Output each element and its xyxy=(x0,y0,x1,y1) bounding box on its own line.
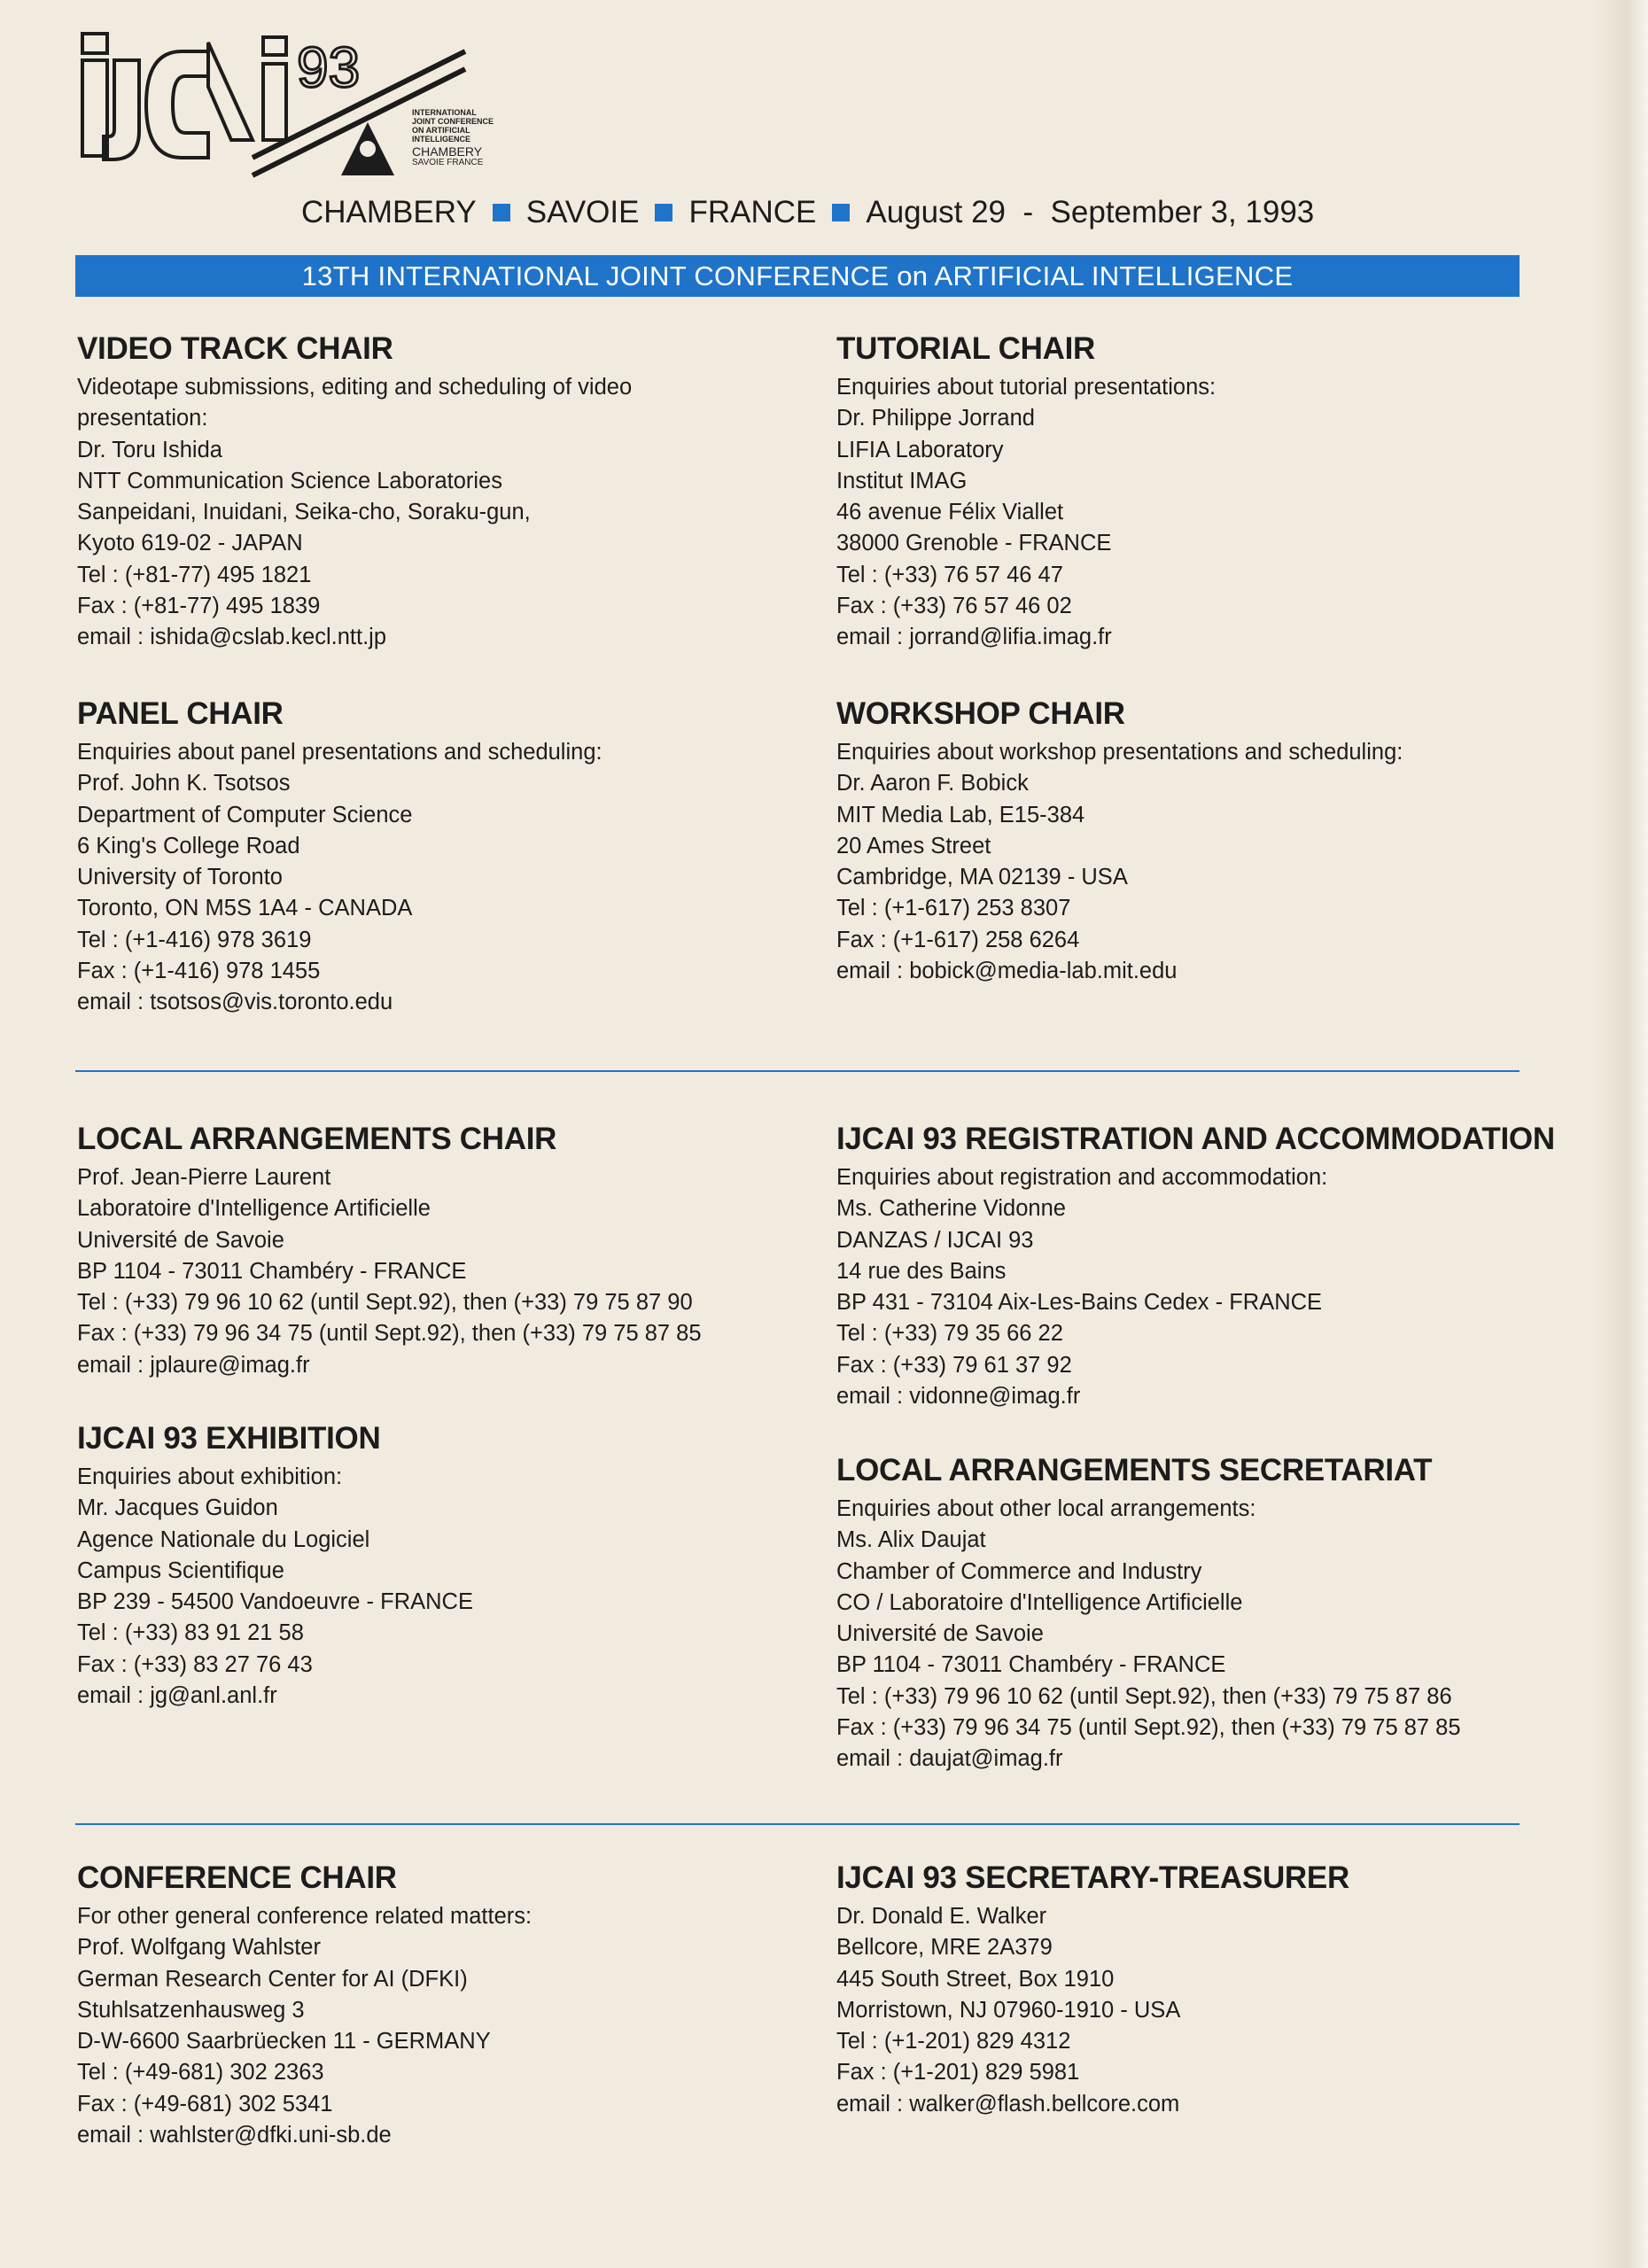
contact-line: Bellcore, MRE 2A379 xyxy=(836,1935,1053,1961)
logo-city xyxy=(412,145,483,168)
section-heading: TUTORIAL CHAIR xyxy=(836,331,1096,366)
email-address[interactable]: email : jg@anl.anl.fr xyxy=(77,1683,277,1709)
email-address[interactable]: email : bobick@media-lab.mit.edu xyxy=(836,959,1178,984)
contact-line: CO / Laboratoire d'Intelligence Artificielle xyxy=(836,1589,1243,1615)
section-heading: LOCAL ARRANGEMENTS SECRETARIAT xyxy=(836,1453,1433,1487)
square-bullet-icon xyxy=(655,204,672,221)
contact-line: Dr. Toru Ishida xyxy=(77,437,222,462)
contact-line: 38000 Grenoble - FRANCE xyxy=(836,531,1112,556)
fax: Fax : (+1-617) 258 6264 xyxy=(836,927,1080,952)
contact-line: Stuhlsatzenhausweg 3 xyxy=(77,1997,305,2023)
contact-line: Enquiries about other local arrangements: xyxy=(836,1496,1256,1521)
section-secretary-treasurer xyxy=(836,1860,1563,2120)
section-heading: IJCAI 93 REGISTRATION AND ACCOMMODATION xyxy=(836,1122,1555,1156)
divider xyxy=(75,1070,1520,1072)
section-registration xyxy=(836,1122,1563,1412)
square-bullet-icon xyxy=(493,204,510,221)
fax: Fax : (+1-201) 829 5981 xyxy=(836,2060,1080,2085)
contact-line: Chamber of Commerce and Industry xyxy=(836,1558,1202,1584)
contact-line: DANZAS / IJCAI 93 xyxy=(836,1227,1034,1253)
section-heading: IJCAI 93 SECRETARY-TREASURER xyxy=(836,1860,1349,1895)
contact-line: Enquiries about workshop presentations and scheduling: xyxy=(836,740,1403,765)
contact-line: Toronto, ON M5S 1A4 - CANADA xyxy=(77,896,413,921)
svg-text:93: 93 xyxy=(297,35,361,99)
country: FRANCE xyxy=(688,195,817,229)
telephone: Tel : (+81-77) 495 1821 xyxy=(77,562,312,587)
contact-line: D-W-6600 Saarbrüecken 11 - GERMANY xyxy=(77,2029,491,2054)
logo-city-name: CHAMBERY xyxy=(412,144,483,159)
dates: August 29 - September 3, 1993 xyxy=(866,195,1315,229)
contact-line: Enquiries about tutorial presentations: xyxy=(836,375,1217,400)
email-address[interactable]: email : ishida@cslab.kecl.ntt.jp xyxy=(77,625,387,650)
contact-line: Sanpeidani, Inuidani, Seika-cho, Soraku-gun, xyxy=(77,500,531,525)
contact-line: Ms. Alix Daujat xyxy=(836,1527,986,1553)
fax: Fax : (+33) 79 61 37 92 xyxy=(836,1352,1072,1378)
contact-line: Institut IMAG xyxy=(836,468,968,493)
contact-line: Prof. Wolfgang Wahlster xyxy=(77,1935,321,1961)
page-edge xyxy=(1595,0,1648,2268)
email-address[interactable]: email : jplaure@imag.fr xyxy=(77,1352,310,1378)
section-heading: PANEL CHAIR xyxy=(77,696,284,731)
contact-line: NTT Communication Science Laboratories xyxy=(77,468,502,493)
city: CHAMBERY xyxy=(301,195,477,229)
contact-line: BP 239 - 54500 Vandoeuvre - FRANCE xyxy=(77,1589,473,1615)
section-video xyxy=(77,331,804,654)
contact-line: Department of Computer Science xyxy=(77,802,413,827)
region: SAVOIE xyxy=(525,195,640,229)
square-bullet-icon xyxy=(832,204,850,221)
section-heading: CONFERENCE CHAIR xyxy=(77,1860,397,1895)
section-exhibition xyxy=(77,1421,804,1712)
contact-line: Kyoto 619-02 - JAPAN xyxy=(77,531,303,556)
divider xyxy=(75,1823,1520,1825)
fax: Fax : (+81-77) 495 1839 xyxy=(77,594,321,619)
contact-line: Dr. Philippe Jorrand xyxy=(836,406,1035,431)
contact-line: Dr. Donald E. Walker xyxy=(836,1904,1047,1929)
contact-line: Videotape submissions, editing and scheduling of video xyxy=(77,375,633,400)
contact-line: MIT Media Lab, E15-384 xyxy=(836,802,1085,827)
contact-line: LIFIA Laboratory xyxy=(836,437,1004,462)
contact-line: 14 rue des Bains xyxy=(836,1258,1007,1284)
contact-line: Cambridge, MA 02139 - USA xyxy=(836,865,1128,890)
section-panel xyxy=(77,696,804,1019)
telephone: Tel : (+49-681) 302 2363 xyxy=(77,2060,324,2085)
conference-banner: 13TH INTERNATIONAL JOINT CONFERENCE on ARTIFICIAL INTELLIGENCE xyxy=(75,255,1520,297)
fax: Fax : (+33) 76 57 46 02 xyxy=(836,594,1072,619)
contact-line: BP 1104 - 73011 Chambéry - FRANCE xyxy=(836,1652,1226,1678)
contact-line: For other general conference related matters: xyxy=(77,1904,532,1929)
contact-line: Université de Savoie xyxy=(77,1227,284,1253)
contact-line: BP 1104 - 73011 Chambéry - FRANCE xyxy=(77,1258,467,1284)
contact-line: Campus Scientifique xyxy=(77,1557,284,1583)
telephone: Tel : (+1-617) 253 8307 xyxy=(836,896,1071,921)
contact-line: German Research Center for AI (DFKI) xyxy=(77,1966,468,1992)
section-heading: WORKSHOP CHAIR xyxy=(836,696,1125,731)
email-address[interactable]: email : walker@flash.bellcore.com xyxy=(836,2091,1180,2117)
section-heading: LOCAL ARRANGEMENTS CHAIR xyxy=(77,1122,557,1156)
email-address[interactable]: email : jorrand@lifia.imag.fr xyxy=(836,625,1112,650)
contact-line: 20 Ames Street xyxy=(836,833,991,858)
telephone: Tel : (+1-416) 978 3619 xyxy=(77,927,312,952)
email-address[interactable]: email : daujat@imag.fr xyxy=(836,1746,1063,1772)
fax: Fax : (+33) 79 96 34 75 (until Sept.92), then (+33) 79 75 87 85 xyxy=(836,1715,1461,1741)
contact-line: Dr. Aaron F. Bobick xyxy=(836,771,1029,796)
event-location-dates xyxy=(301,195,1314,230)
section-heading: VIDEO TRACK CHAIR xyxy=(77,331,393,366)
logo-subtitle xyxy=(412,108,494,144)
contact-line: BP 431 - 73104 Aix-Les-Bains Cedex - FRANCE xyxy=(836,1290,1323,1316)
section-conference-chair xyxy=(77,1860,804,2151)
contact-line: presentation: xyxy=(77,406,208,431)
logo-subtitle-line: INTELLIGENCE xyxy=(412,135,471,144)
contact-line: Enquiries about exhibition: xyxy=(77,1464,343,1489)
fax: Fax : (+33) 79 96 34 75 (until Sept.92), then (+33) 79 75 87 85 xyxy=(77,1321,702,1347)
section-secretariat xyxy=(836,1453,1563,1775)
contact-line: 445 South Street, Box 1910 xyxy=(836,1966,1115,1992)
logo-subtitle-line: JOINT CONFERENCE xyxy=(412,117,494,126)
logo-subtitle-line: ON ARTIFICIAL xyxy=(412,126,470,135)
email-address[interactable]: email : wahlster@dfki.uni-sb.de xyxy=(77,2123,392,2148)
section-heading: IJCAI 93 EXHIBITION xyxy=(77,1421,381,1456)
contact-line: Mr. Jacques Guidon xyxy=(77,1495,278,1521)
contact-line: Morristown, NJ 07960-1910 - USA xyxy=(836,1997,1181,2023)
contact-line: Prof. John K. Tsotsos xyxy=(77,771,291,796)
contact-line: Laboratoire d'Intelligence Artificielle xyxy=(77,1196,431,1222)
telephone: Tel : (+33) 79 96 10 62 (until Sept.92), then (+33) 79 75 87 90 xyxy=(77,1290,693,1316)
contact-line: Enquiries about registration and accommodation: xyxy=(836,1165,1328,1190)
contact-line: Agence Nationale du Logiciel xyxy=(77,1526,370,1552)
telephone: Tel : (+33) 76 57 46 47 xyxy=(836,562,1063,587)
contact-line: 6 King's College Road xyxy=(77,833,300,858)
telephone: Tel : (+33) 79 35 66 22 xyxy=(836,1321,1063,1347)
logo-subtitle-line: INTERNATIONAL xyxy=(412,108,477,117)
telephone: Tel : (+1-201) 829 4312 xyxy=(836,2029,1071,2054)
telephone: Tel : (+33) 83 91 21 58 xyxy=(77,1620,304,1646)
contact-line: Université de Savoie xyxy=(836,1621,1044,1647)
section-workshop xyxy=(836,696,1563,987)
email-address[interactable]: email : vidonne@imag.fr xyxy=(836,1384,1081,1410)
contact-line: Enquiries about panel presentations and scheduling: xyxy=(77,740,602,765)
contact-line: University of Toronto xyxy=(77,865,283,890)
fax: Fax : (+33) 83 27 76 43 xyxy=(77,1651,313,1677)
contact-line: 46 avenue Félix Viallet xyxy=(836,500,1064,525)
contact-line: Ms. Catherine Vidonne xyxy=(836,1196,1066,1222)
fax: Fax : (+49-681) 302 5341 xyxy=(77,2091,333,2117)
telephone: Tel : (+33) 79 96 10 62 (until Sept.92), then (+33) 79 75 87 86 xyxy=(836,1683,1452,1709)
section-tutorial xyxy=(836,331,1563,654)
section-local-arrangements xyxy=(77,1122,804,1381)
contact-line: Prof. Jean-Pierre Laurent xyxy=(77,1165,331,1190)
email-address[interactable]: email : tsotsos@vis.toronto.edu xyxy=(77,990,393,1015)
logo-region: SAVOIE FRANCE xyxy=(412,158,484,167)
fax: Fax : (+1-416) 978 1455 xyxy=(77,959,321,984)
